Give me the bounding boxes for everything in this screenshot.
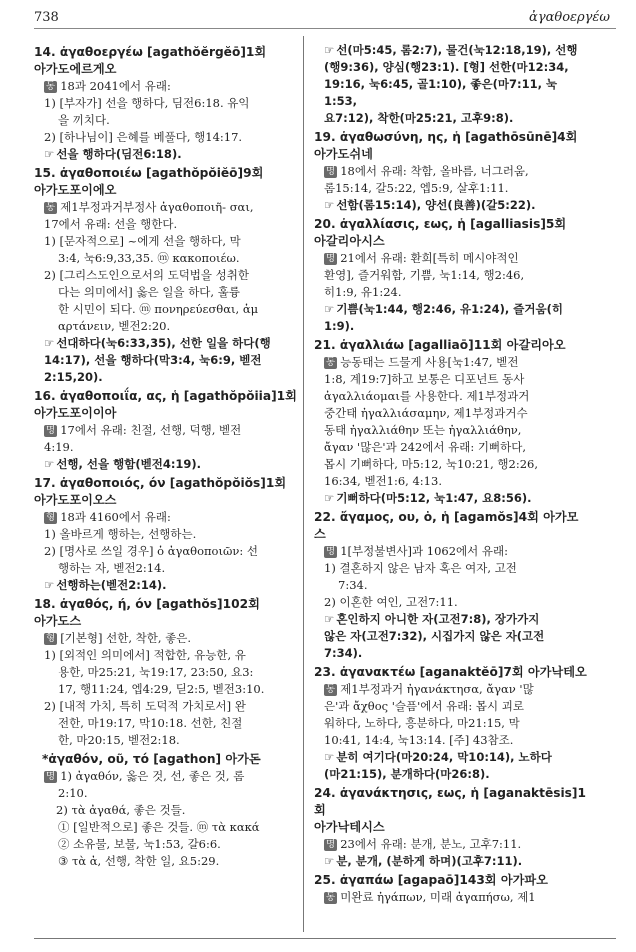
sense: 2) τὰ ἀγαθά, 좋은 것들. bbox=[56, 803, 186, 817]
etymology-cont: 히1:9, 유1:24. bbox=[324, 285, 402, 299]
sense: 1) [문자적으로] ~에게 선을 행하다, 막 bbox=[44, 234, 241, 248]
translation-ref: 14:17), 선을 행하다(막3:4, 눅6:9, 벧전 bbox=[44, 353, 262, 367]
translation-ref: 혼인하지 아니한 자(고전7:8), 장가가지 bbox=[336, 612, 540, 626]
translation-ref: 1:9). bbox=[324, 319, 355, 333]
pointing-hand-icon: ☞ bbox=[44, 457, 55, 471]
entry-19 bbox=[314, 129, 590, 214]
entry-18 bbox=[34, 596, 310, 870]
etymology-cont: ἄγαν '많은'과 242에서 유래: 기뻐하다, bbox=[324, 440, 527, 454]
etymology: 제1부정과거부정사 ἀγαθοποιῆ- σαι, bbox=[60, 200, 254, 214]
translation-ref: (마21:15), 분개하다(마26:8). bbox=[324, 767, 490, 781]
entry-22 bbox=[314, 509, 590, 662]
entry-headword: 24. ἀγανάκτησις, εως, ἡ [aganaktēsis]1회 bbox=[314, 786, 586, 817]
sense-cont: 다는 의미에서] 옳은 일을 하다, 훌륭 bbox=[58, 285, 240, 299]
left-column bbox=[34, 42, 310, 872]
etymology: 18과 4160에서 유래: bbox=[60, 510, 171, 524]
translation-ref: 분히 여기다(마20:24, 막10:14), 노하다 bbox=[336, 750, 552, 764]
noun-tag: 명 bbox=[326, 253, 336, 264]
etymology: 23에서 유래: 분개, 분노, 고후7:11. bbox=[340, 837, 522, 851]
translation-ref: 선을 행하다(딤전6:18). bbox=[56, 147, 182, 161]
etymology-cont: 중간태 ἠγαλλιάσαμην, 제1부정과거수 bbox=[324, 406, 528, 420]
pointing-hand-icon: ☞ bbox=[324, 43, 335, 57]
etymology-cont: 롬15:14, 갈5:22, 엡5:9, 살후1:11. bbox=[324, 181, 509, 195]
pointing-hand-icon: ☞ bbox=[324, 198, 335, 212]
noun-tag: 명 bbox=[46, 425, 56, 436]
sense-cont: 한 시민이 되다. ⓜ πονηρεύεσθαι, ἁμ bbox=[58, 302, 259, 316]
entry-18-cont bbox=[314, 42, 590, 127]
sense: 1) 결혼하지 않은 남자 혹은 여자, 고전 bbox=[324, 561, 517, 575]
sense-cont: 전한, 마19:17, 막10:18. 선한, 친절 bbox=[58, 716, 243, 730]
sense-cont: 행하는 자, 벧전2:14. bbox=[58, 561, 166, 575]
footer-rule bbox=[34, 938, 616, 939]
etymology: 제1부정과거 ἠγανάκτησα, ἄγαν '많 bbox=[340, 682, 534, 696]
entry-transliteration: 아가도에르게오 bbox=[34, 62, 117, 76]
sense-cont: αρτάνειν, 벧전2:20. bbox=[58, 319, 171, 333]
sense: 2) [명사로 쓰일 경우] ὁ ἀγαθοποιῶν: 선 bbox=[44, 544, 258, 558]
running-title: ἀγαθοεργέω bbox=[529, 10, 610, 25]
pointing-hand-icon: ☞ bbox=[44, 336, 55, 350]
sense-cont: 3:4, 눅6:9,33,35. ⓜ κακοποιέω. bbox=[58, 251, 240, 265]
verb-tag: 동 bbox=[46, 81, 56, 92]
verb-tag: 동 bbox=[326, 684, 336, 695]
page-header bbox=[34, 8, 616, 29]
adj-tag: 형 bbox=[46, 512, 56, 523]
translation-ref: 선행, 선을 행함(벧전4:19). bbox=[56, 457, 202, 471]
entry-17 bbox=[34, 475, 310, 594]
etymology: 18에서 유래: 착함, 올바름, 너그러움, bbox=[340, 164, 529, 178]
sense: 2) [하나님이] 은혜를 베풀다, 행14:17. bbox=[44, 130, 243, 144]
entry-16 bbox=[34, 388, 310, 473]
sense-cont: 17, 행11:24, 엡4:29, 딛2:5, 벧전3:10. bbox=[58, 682, 265, 696]
translation-ref: 7:34). bbox=[324, 646, 363, 660]
entry-headword: 21. ἀγαλλιάω [agalliaō]11회 아갈리아오 bbox=[314, 338, 566, 352]
translation-ref: 선대하다(눅6:33,35), 선한 일을 하다(행 bbox=[56, 336, 271, 350]
translation-ref: 않은 자(고전7:32), 시집가지 않은 자(고전 bbox=[324, 629, 545, 643]
entry-headword: 16. ἀγαθοποιΐα, ας, ἡ [agathŏpŏiia]1회 bbox=[34, 389, 297, 403]
verb-tag: 동 bbox=[326, 892, 336, 903]
sense-cont: 2:10. bbox=[58, 786, 88, 800]
entry-transliteration: 아가도포이오스 bbox=[34, 493, 117, 507]
translation-ref: 분, 분개, (분하게 하며)(고후7:11). bbox=[336, 854, 523, 868]
translation-ref: 기뻐하다(마5:12, 눅1:47, 요8:56). bbox=[336, 491, 532, 505]
entry-23 bbox=[314, 664, 590, 783]
entry-21 bbox=[314, 337, 590, 507]
sense: 1) [부자가] 선을 행하다, 딤전6:18. 유익 bbox=[44, 96, 250, 110]
entry-15 bbox=[34, 165, 310, 386]
pointing-hand-icon: ☞ bbox=[324, 854, 335, 868]
entry-headword: 14. ἀγαθοεργέω [agathŏĕrgĕō]1회 bbox=[34, 45, 267, 59]
adj-tag: 형 bbox=[46, 633, 56, 644]
etymology-cont: 환영], 즐거워함, 기쁨, 눅1:14, 행2:46, bbox=[324, 268, 525, 282]
translation-ref: 선(마5:45, 롬2:7), 물건(눅12:18,19), 선행 bbox=[336, 43, 578, 57]
etymology-cont: 몹시 기뻐하다, 마5:12, 눅10:21, 행2:26, bbox=[324, 457, 539, 471]
entry-headword: 19. ἀγαθωσύνη, ης, ἡ [agathōsūnē]4회 bbox=[314, 130, 578, 144]
noun-tag: 명 bbox=[326, 839, 336, 850]
etymology: 1[부정불변사]과 1062에서 유래: bbox=[340, 544, 509, 558]
etymology: 18과 2041에서 유래: bbox=[60, 79, 171, 93]
entry-headword: 15. ἀγαθοποιέω [agathŏpŏiĕō]9회 bbox=[34, 166, 264, 180]
noun-tag: 명 bbox=[326, 166, 336, 177]
sense-item: ③ τὰ ἀ, 선행, 착한 일, 요5:29. bbox=[58, 854, 220, 868]
sense-cont: 용한, 마25:21, 눅19:17, 23:50, 요3: bbox=[58, 665, 254, 679]
pointing-hand-icon: ☞ bbox=[324, 750, 335, 764]
etymology-cont: 워하다, 노하다, 흥분하다, 마21:15, 막 bbox=[324, 716, 520, 730]
right-column bbox=[314, 42, 590, 908]
entry-20 bbox=[314, 216, 590, 335]
translation-ref: 선행하는(벧전2:14). bbox=[56, 578, 167, 592]
pointing-hand-icon: ☞ bbox=[44, 578, 55, 592]
sense-cont: 을 끼치다. bbox=[58, 113, 110, 127]
etymology-cont: ἀγαλλιάομαι를 사용한다. 제1부정과거 bbox=[324, 389, 530, 403]
etymology: 21에서 유래: 환희[특히 메시야적인 bbox=[340, 251, 519, 265]
entry-24 bbox=[314, 785, 590, 870]
verb-tag: 동 bbox=[326, 357, 336, 368]
etymology-cont: 10:41, 14:4, 눅13:14. [주] 43참조. bbox=[324, 733, 514, 747]
entry-headword: 22. ἄγαμος, ου, ὁ, ἡ [agamŏs]4회 아가모스 bbox=[314, 510, 579, 541]
entry-headword: 17. ἀγαθοποιός, όν [agathŏpŏiŏs]1회 bbox=[34, 476, 287, 490]
noun-tag: 명 bbox=[326, 546, 336, 557]
sense: 2) [그리스도인으로서의 도덕법을 성취한 bbox=[44, 268, 249, 282]
sub-headword: *ἀγαθόν, οῦ, τό [agathon] 아가돈 bbox=[42, 752, 261, 766]
entry-25 bbox=[314, 872, 590, 906]
sense: 1) ἀγαθόν, 옳은 것, 선, 좋은 것, 롬 bbox=[60, 769, 245, 783]
sense-item: ② 소유물, 보물, 눅1:53, 갈6:6. bbox=[58, 837, 221, 851]
entry-headword: 25. ἀγαπάω [agapaō]143회 아가파오 bbox=[314, 873, 548, 887]
etymology: [기본형] 선한, 착한, 좋은. bbox=[60, 631, 192, 645]
etymology-cont: 동태 ἠγαλλιάθην 또는 ἠγαλλιάθην, bbox=[324, 423, 522, 437]
translation-ref: 2:15,20). bbox=[44, 370, 103, 384]
etymology: 능동태는 드물게 사용[눅1:47, 벧전 bbox=[340, 355, 519, 369]
sense: 1) [외적인 의미에서] 적합한, 유능한, 유 bbox=[44, 648, 246, 662]
translation-ref: (행9:36), 양심(행23:1). [형] 선한(마12:34, bbox=[324, 60, 569, 74]
sense: 1) 올바르게 행하는, 선행하는. bbox=[44, 527, 197, 541]
etymology-cont: 1:8, 계19:7]하고 보통은 디포넌트 동사 bbox=[324, 372, 525, 386]
etymology-cont: 은'과 ἄχθος '슬픔'에서 유래: 몹시 괴로 bbox=[324, 699, 524, 713]
sense: 2) 이혼한 여인, 고전7:11. bbox=[324, 595, 458, 609]
translation-ref: 기쁨(눅1:44, 행2:46, 유1:24), 즐거움(히 bbox=[336, 302, 563, 316]
entry-transliteration: 아가도포이에오 bbox=[34, 183, 117, 197]
noun-tag: 명 bbox=[46, 771, 56, 782]
entry-headword: 20. ἀγαλλίασις, εως, ἡ [agalliasis]5회 bbox=[314, 217, 567, 231]
pointing-hand-icon: ☞ bbox=[324, 491, 335, 505]
sense-cont: 한, 마20:15, 벧전2:18. bbox=[58, 733, 180, 747]
translation-ref: 요7:12), 착한(마25:21, 고후9:8). bbox=[324, 111, 514, 125]
etymology-cont: 16:34, 벧전1:6, 4:13. bbox=[324, 474, 442, 488]
sense-cont: 7:34. bbox=[338, 578, 368, 592]
translation-ref: 19:16, 눅6:45, 골1:10), 좋은(마7:11, 눅1:53, bbox=[324, 77, 558, 108]
sense-item: ① [일반적으로] 좋은 것들. ⓜ τὰ κακά bbox=[58, 820, 260, 834]
sense: 2) [내적 가치, 특히 도덕적 가치로서] 완 bbox=[44, 699, 246, 713]
entry-transliteration: 아가도포이이아 bbox=[34, 406, 117, 420]
pointing-hand-icon: ☞ bbox=[44, 147, 55, 161]
entry-transliteration: 아가도스 bbox=[34, 614, 82, 628]
entry-14 bbox=[34, 44, 310, 163]
entry-transliteration: 아가낙테시스 bbox=[314, 820, 385, 834]
pointing-hand-icon: ☞ bbox=[324, 302, 335, 316]
etymology-cont: 4:19. bbox=[44, 440, 74, 454]
entry-transliteration: 아가도쉬네 bbox=[314, 147, 373, 161]
etymology: 17에서 유래: 친절, 선행, 덕행, 벧전 bbox=[60, 423, 242, 437]
entry-transliteration: 아갈리아시스 bbox=[314, 234, 385, 248]
etymology-cont: 17에서 유래: 선을 행한다. bbox=[44, 217, 178, 231]
etymology: 미완료 ἠγάπων, 미래 ἀγαπήσω, 제1 bbox=[340, 890, 536, 904]
entry-headword: 23. ἀγανακτέω [aganaktĕō]7회 아가낙테오 bbox=[314, 665, 587, 679]
page-number: 738 bbox=[34, 10, 59, 25]
translation-ref: 선함(롬15:14), 양선(良善)(갈5:22). bbox=[336, 198, 536, 212]
entry-headword: 18. ἀγαθός, ή, όν [agathŏs]102회 bbox=[34, 597, 260, 611]
pointing-hand-icon: ☞ bbox=[324, 612, 335, 626]
verb-tag: 동 bbox=[46, 202, 56, 213]
